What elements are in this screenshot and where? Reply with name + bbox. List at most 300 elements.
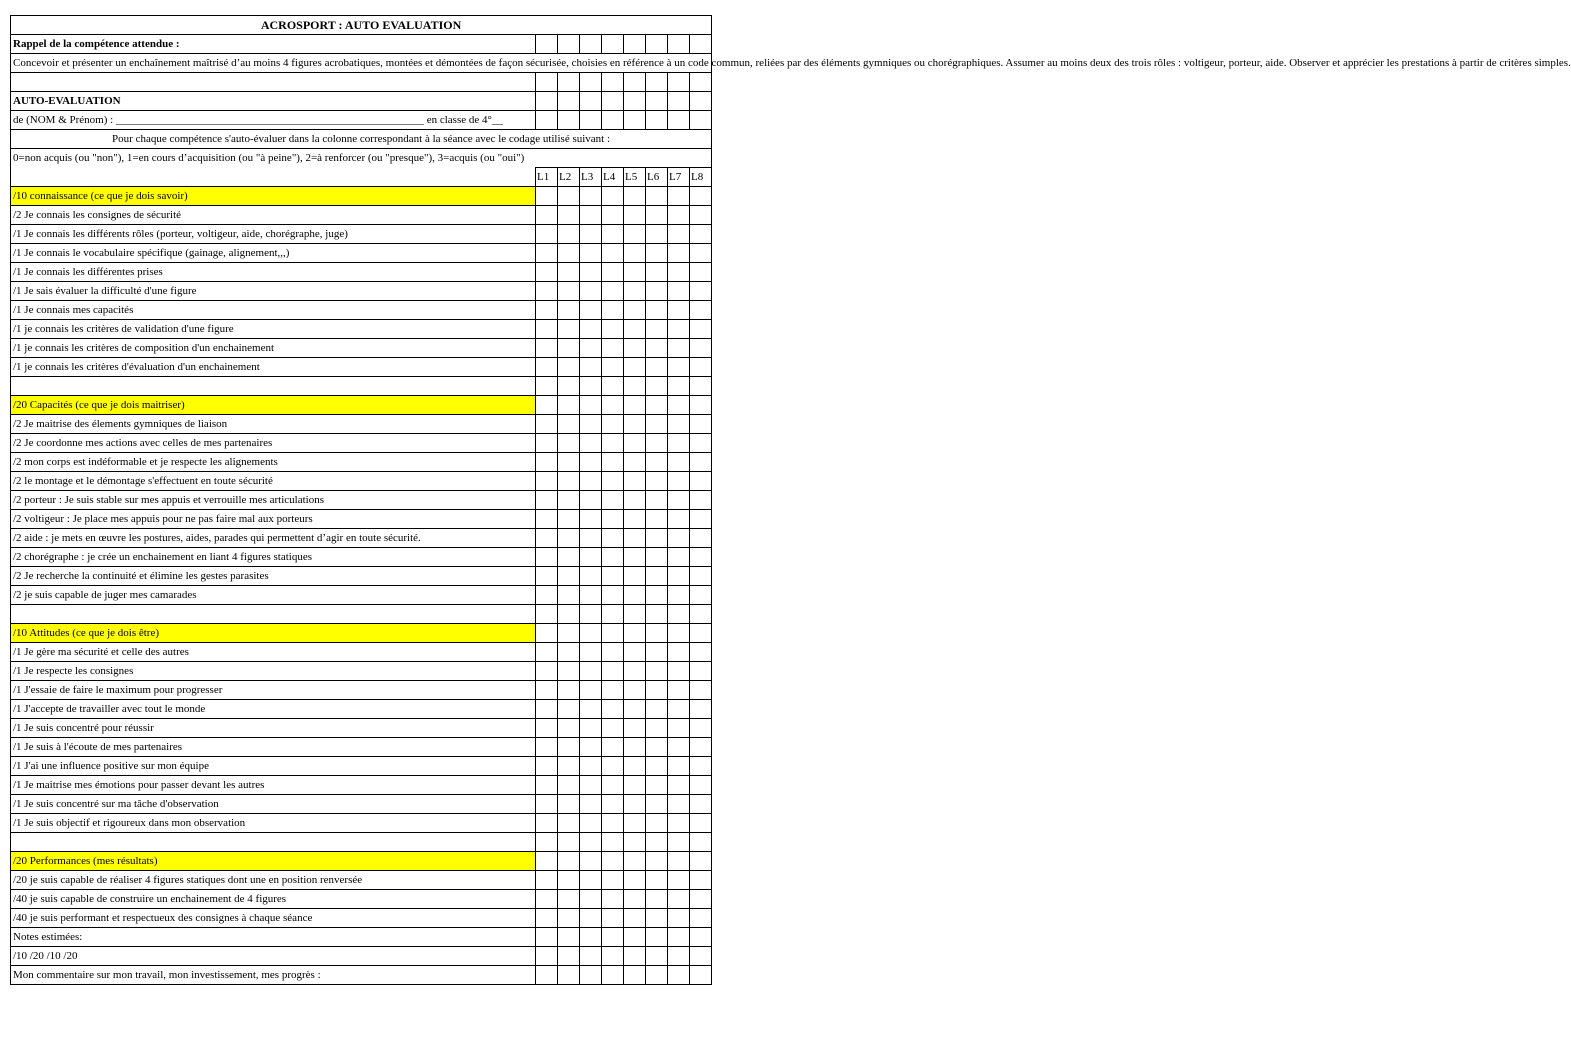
score-cell[interactable]	[558, 206, 580, 225]
score-cell[interactable]	[580, 871, 602, 890]
score-cell[interactable]	[602, 738, 624, 757]
score-cell[interactable]	[690, 320, 712, 339]
score-cell[interactable]	[690, 415, 712, 434]
score-cell[interactable]	[668, 643, 690, 662]
score-cell[interactable]	[558, 643, 580, 662]
score-cell[interactable]	[602, 966, 624, 985]
score-cell[interactable]	[646, 320, 668, 339]
score-cell[interactable]	[690, 282, 712, 301]
score-cell[interactable]	[646, 909, 668, 928]
score-cell[interactable]	[580, 415, 602, 434]
score-cell[interactable]	[580, 643, 602, 662]
score-cell[interactable]	[558, 890, 580, 909]
score-cell[interactable]	[602, 244, 624, 263]
score-cell[interactable]	[580, 662, 602, 681]
score-cell[interactable]	[580, 491, 602, 510]
score-cell[interactable]	[558, 757, 580, 776]
score-cell[interactable]	[646, 681, 668, 700]
score-cell[interactable]	[646, 415, 668, 434]
score-cell[interactable]	[536, 187, 558, 206]
score-cell[interactable]	[690, 434, 712, 453]
score-cell[interactable]	[668, 187, 690, 206]
score-cell[interactable]	[624, 282, 646, 301]
score-cell[interactable]	[580, 320, 602, 339]
score-cell[interactable]	[602, 890, 624, 909]
score-cell[interactable]	[602, 396, 624, 415]
score-cell[interactable]	[536, 833, 558, 852]
score-cell[interactable]	[580, 795, 602, 814]
score-cell[interactable]	[558, 510, 580, 529]
score-cell[interactable]	[624, 491, 646, 510]
score-cell[interactable]	[624, 529, 646, 548]
score-cell[interactable]	[580, 738, 602, 757]
score-cell[interactable]	[536, 206, 558, 225]
score-cell[interactable]	[668, 814, 690, 833]
score-cell[interactable]	[624, 928, 646, 947]
score-cell[interactable]	[624, 510, 646, 529]
score-cell[interactable]	[668, 510, 690, 529]
score-cell[interactable]	[536, 966, 558, 985]
score-cell[interactable]	[690, 301, 712, 320]
score-cell[interactable]	[668, 567, 690, 586]
score-cell[interactable]	[602, 301, 624, 320]
score-cell[interactable]	[646, 624, 668, 643]
score-cell[interactable]	[602, 339, 624, 358]
score-cell[interactable]	[668, 434, 690, 453]
score-cell[interactable]	[646, 567, 668, 586]
score-cell[interactable]	[602, 700, 624, 719]
score-cell[interactable]	[690, 529, 712, 548]
score-cell[interactable]	[624, 567, 646, 586]
score-cell[interactable]	[690, 225, 712, 244]
score-cell[interactable]	[668, 472, 690, 491]
score-cell[interactable]	[624, 909, 646, 928]
score-cell[interactable]	[668, 909, 690, 928]
score-cell[interactable]	[668, 795, 690, 814]
score-cell[interactable]	[580, 567, 602, 586]
score-cell[interactable]	[536, 491, 558, 510]
score-cell[interactable]	[668, 738, 690, 757]
score-cell[interactable]	[580, 624, 602, 643]
score-cell[interactable]	[536, 263, 558, 282]
score-cell[interactable]	[580, 605, 602, 624]
score-cell[interactable]	[580, 548, 602, 567]
score-cell[interactable]	[624, 396, 646, 415]
score-cell[interactable]	[536, 586, 558, 605]
score-cell[interactable]	[536, 909, 558, 928]
score-cell[interactable]	[624, 358, 646, 377]
score-cell[interactable]	[602, 928, 624, 947]
score-cell[interactable]	[646, 738, 668, 757]
score-cell[interactable]	[690, 244, 712, 263]
score-cell[interactable]	[624, 263, 646, 282]
score-cell[interactable]	[558, 301, 580, 320]
score-cell[interactable]	[536, 377, 558, 396]
score-cell[interactable]	[580, 339, 602, 358]
score-cell[interactable]	[668, 548, 690, 567]
score-cell[interactable]	[646, 263, 668, 282]
score-cell[interactable]	[558, 548, 580, 567]
score-cell[interactable]	[646, 358, 668, 377]
score-cell[interactable]	[558, 700, 580, 719]
score-cell[interactable]	[646, 510, 668, 529]
score-cell[interactable]	[536, 358, 558, 377]
score-cell[interactable]	[624, 776, 646, 795]
score-cell[interactable]	[668, 586, 690, 605]
score-cell[interactable]	[668, 947, 690, 966]
score-cell[interactable]	[690, 871, 712, 890]
score-cell[interactable]	[690, 776, 712, 795]
score-cell[interactable]	[624, 662, 646, 681]
score-cell[interactable]	[536, 681, 558, 700]
score-cell[interactable]	[536, 643, 558, 662]
score-cell[interactable]	[580, 263, 602, 282]
score-cell[interactable]	[646, 206, 668, 225]
score-cell[interactable]	[558, 358, 580, 377]
score-cell[interactable]	[558, 263, 580, 282]
score-cell[interactable]	[602, 681, 624, 700]
score-cell[interactable]	[646, 757, 668, 776]
score-cell[interactable]	[558, 852, 580, 871]
score-cell[interactable]	[536, 624, 558, 643]
score-cell[interactable]	[602, 472, 624, 491]
score-cell[interactable]	[690, 966, 712, 985]
score-cell[interactable]	[602, 320, 624, 339]
score-cell[interactable]	[690, 510, 712, 529]
score-cell[interactable]	[558, 966, 580, 985]
score-cell[interactable]	[602, 909, 624, 928]
score-cell[interactable]	[602, 624, 624, 643]
score-cell[interactable]	[624, 605, 646, 624]
score-cell[interactable]	[668, 358, 690, 377]
score-cell[interactable]	[668, 776, 690, 795]
score-cell[interactable]	[646, 890, 668, 909]
score-cell[interactable]	[646, 377, 668, 396]
score-cell[interactable]	[646, 339, 668, 358]
score-cell[interactable]	[536, 396, 558, 415]
score-cell[interactable]	[536, 662, 558, 681]
score-cell[interactable]	[624, 225, 646, 244]
score-cell[interactable]	[690, 643, 712, 662]
score-cell[interactable]	[602, 548, 624, 567]
score-cell[interactable]	[690, 814, 712, 833]
score-cell[interactable]	[580, 510, 602, 529]
score-cell[interactable]	[602, 510, 624, 529]
score-cell[interactable]	[690, 491, 712, 510]
score-cell[interactable]	[646, 225, 668, 244]
score-cell[interactable]	[646, 719, 668, 738]
score-cell[interactable]	[602, 795, 624, 814]
score-cell[interactable]	[558, 282, 580, 301]
score-cell[interactable]	[668, 890, 690, 909]
score-cell[interactable]	[690, 586, 712, 605]
score-cell[interactable]	[536, 453, 558, 472]
score-cell[interactable]	[536, 510, 558, 529]
score-cell[interactable]	[558, 681, 580, 700]
score-cell[interactable]	[536, 605, 558, 624]
score-cell[interactable]	[624, 415, 646, 434]
score-cell[interactable]	[580, 928, 602, 947]
score-cell[interactable]	[646, 529, 668, 548]
score-cell[interactable]	[690, 396, 712, 415]
score-cell[interactable]	[646, 244, 668, 263]
score-cell[interactable]	[668, 719, 690, 738]
score-cell[interactable]	[558, 244, 580, 263]
score-cell[interactable]	[690, 833, 712, 852]
score-cell[interactable]	[690, 909, 712, 928]
score-cell[interactable]	[536, 928, 558, 947]
score-cell[interactable]	[690, 567, 712, 586]
score-cell[interactable]	[690, 187, 712, 206]
score-cell[interactable]	[580, 890, 602, 909]
score-cell[interactable]	[536, 814, 558, 833]
score-cell[interactable]	[558, 909, 580, 928]
score-cell[interactable]	[646, 852, 668, 871]
score-cell[interactable]	[580, 244, 602, 263]
score-cell[interactable]	[646, 301, 668, 320]
score-cell[interactable]	[558, 320, 580, 339]
score-cell[interactable]	[602, 814, 624, 833]
score-cell[interactable]	[668, 377, 690, 396]
score-cell[interactable]	[624, 681, 646, 700]
score-cell[interactable]	[646, 966, 668, 985]
score-cell[interactable]	[602, 757, 624, 776]
score-cell[interactable]	[668, 415, 690, 434]
score-cell[interactable]	[602, 662, 624, 681]
score-cell[interactable]	[558, 795, 580, 814]
score-cell[interactable]	[624, 320, 646, 339]
score-cell[interactable]	[580, 377, 602, 396]
score-cell[interactable]	[580, 681, 602, 700]
score-cell[interactable]	[536, 738, 558, 757]
score-cell[interactable]	[580, 586, 602, 605]
score-cell[interactable]	[536, 757, 558, 776]
score-cell[interactable]	[580, 301, 602, 320]
score-cell[interactable]	[624, 206, 646, 225]
score-cell[interactable]	[580, 472, 602, 491]
score-cell[interactable]	[580, 776, 602, 795]
score-cell[interactable]	[624, 719, 646, 738]
score-cell[interactable]	[668, 453, 690, 472]
score-cell[interactable]	[690, 624, 712, 643]
score-cell[interactable]	[668, 282, 690, 301]
score-cell[interactable]	[624, 833, 646, 852]
score-cell[interactable]	[668, 301, 690, 320]
score-cell[interactable]	[624, 624, 646, 643]
score-cell[interactable]	[646, 814, 668, 833]
score-cell[interactable]	[536, 434, 558, 453]
score-cell[interactable]	[624, 814, 646, 833]
score-cell[interactable]	[646, 947, 668, 966]
score-cell[interactable]	[690, 548, 712, 567]
score-cell[interactable]	[602, 529, 624, 548]
score-cell[interactable]	[558, 738, 580, 757]
score-cell[interactable]	[624, 453, 646, 472]
score-cell[interactable]	[580, 700, 602, 719]
score-cell[interactable]	[536, 776, 558, 795]
score-cell[interactable]	[646, 871, 668, 890]
score-cell[interactable]	[690, 339, 712, 358]
score-cell[interactable]	[690, 928, 712, 947]
score-cell[interactable]	[558, 776, 580, 795]
score-cell[interactable]	[646, 586, 668, 605]
score-cell[interactable]	[558, 567, 580, 586]
score-cell[interactable]	[624, 339, 646, 358]
score-cell[interactable]	[624, 434, 646, 453]
score-cell[interactable]	[646, 605, 668, 624]
score-cell[interactable]	[536, 529, 558, 548]
score-cell[interactable]	[602, 852, 624, 871]
score-cell[interactable]	[646, 662, 668, 681]
score-cell[interactable]	[624, 757, 646, 776]
score-cell[interactable]	[536, 225, 558, 244]
score-cell[interactable]	[646, 548, 668, 567]
score-cell[interactable]	[558, 187, 580, 206]
score-cell[interactable]	[536, 852, 558, 871]
score-cell[interactable]	[668, 396, 690, 415]
score-cell[interactable]	[602, 434, 624, 453]
score-cell[interactable]	[690, 377, 712, 396]
score-cell[interactable]	[558, 434, 580, 453]
score-cell[interactable]	[580, 909, 602, 928]
score-cell[interactable]	[646, 434, 668, 453]
score-cell[interactable]	[580, 396, 602, 415]
score-cell[interactable]	[690, 453, 712, 472]
score-cell[interactable]	[668, 529, 690, 548]
score-cell[interactable]	[580, 453, 602, 472]
score-cell[interactable]	[558, 662, 580, 681]
score-cell[interactable]	[690, 852, 712, 871]
score-cell[interactable]	[668, 225, 690, 244]
score-cell[interactable]	[690, 700, 712, 719]
score-cell[interactable]	[580, 206, 602, 225]
score-cell[interactable]	[536, 472, 558, 491]
score-cell[interactable]	[690, 472, 712, 491]
score-cell[interactable]	[558, 491, 580, 510]
score-cell[interactable]	[536, 282, 558, 301]
score-cell[interactable]	[580, 757, 602, 776]
score-cell[interactable]	[646, 643, 668, 662]
score-cell[interactable]	[624, 548, 646, 567]
score-cell[interactable]	[646, 928, 668, 947]
score-cell[interactable]	[602, 187, 624, 206]
score-cell[interactable]	[668, 700, 690, 719]
score-cell[interactable]	[558, 225, 580, 244]
score-cell[interactable]	[690, 662, 712, 681]
score-cell[interactable]	[602, 415, 624, 434]
score-cell[interactable]	[624, 301, 646, 320]
score-cell[interactable]	[558, 377, 580, 396]
score-cell[interactable]	[536, 700, 558, 719]
score-cell[interactable]	[668, 605, 690, 624]
score-cell[interactable]	[558, 719, 580, 738]
score-cell[interactable]	[624, 890, 646, 909]
score-cell[interactable]	[558, 415, 580, 434]
score-cell[interactable]	[536, 415, 558, 434]
score-cell[interactable]	[536, 244, 558, 263]
score-cell[interactable]	[668, 491, 690, 510]
score-cell[interactable]	[624, 643, 646, 662]
score-cell[interactable]	[624, 586, 646, 605]
score-cell[interactable]	[668, 966, 690, 985]
score-cell[interactable]	[668, 206, 690, 225]
score-cell[interactable]	[536, 548, 558, 567]
score-cell[interactable]	[602, 776, 624, 795]
score-cell[interactable]	[690, 947, 712, 966]
score-cell[interactable]	[624, 187, 646, 206]
score-cell[interactable]	[646, 282, 668, 301]
score-cell[interactable]	[580, 719, 602, 738]
score-cell[interactable]	[536, 890, 558, 909]
score-cell[interactable]	[646, 700, 668, 719]
score-cell[interactable]	[624, 700, 646, 719]
score-cell[interactable]	[668, 852, 690, 871]
score-cell[interactable]	[536, 795, 558, 814]
score-cell[interactable]	[602, 453, 624, 472]
score-cell[interactable]	[580, 282, 602, 301]
score-cell[interactable]	[558, 472, 580, 491]
score-cell[interactable]	[580, 966, 602, 985]
score-cell[interactable]	[602, 643, 624, 662]
score-cell[interactable]	[536, 871, 558, 890]
score-cell[interactable]	[668, 662, 690, 681]
score-cell[interactable]	[646, 795, 668, 814]
score-cell[interactable]	[580, 225, 602, 244]
score-cell[interactable]	[646, 453, 668, 472]
score-cell[interactable]	[624, 795, 646, 814]
score-cell[interactable]	[690, 738, 712, 757]
score-cell[interactable]	[668, 833, 690, 852]
score-cell[interactable]	[580, 852, 602, 871]
score-cell[interactable]	[536, 947, 558, 966]
score-cell[interactable]	[558, 605, 580, 624]
score-cell[interactable]	[646, 491, 668, 510]
score-cell[interactable]	[558, 928, 580, 947]
score-cell[interactable]	[690, 795, 712, 814]
score-cell[interactable]	[690, 605, 712, 624]
score-cell[interactable]	[624, 472, 646, 491]
score-cell[interactable]	[558, 871, 580, 890]
score-cell[interactable]	[536, 719, 558, 738]
score-cell[interactable]	[668, 928, 690, 947]
score-cell[interactable]	[580, 434, 602, 453]
score-cell[interactable]	[580, 947, 602, 966]
score-cell[interactable]	[558, 529, 580, 548]
score-cell[interactable]	[602, 358, 624, 377]
score-cell[interactable]	[602, 833, 624, 852]
score-cell[interactable]	[602, 871, 624, 890]
score-cell[interactable]	[624, 871, 646, 890]
score-cell[interactable]	[646, 396, 668, 415]
score-cell[interactable]	[668, 263, 690, 282]
score-cell[interactable]	[558, 833, 580, 852]
score-cell[interactable]	[646, 776, 668, 795]
score-cell[interactable]	[536, 339, 558, 358]
score-cell[interactable]	[668, 339, 690, 358]
score-cell[interactable]	[624, 966, 646, 985]
score-cell[interactable]	[668, 757, 690, 776]
score-cell[interactable]	[690, 358, 712, 377]
score-cell[interactable]	[690, 206, 712, 225]
score-cell[interactable]	[624, 738, 646, 757]
score-cell[interactable]	[536, 567, 558, 586]
score-cell[interactable]	[580, 187, 602, 206]
score-cell[interactable]	[690, 890, 712, 909]
score-cell[interactable]	[558, 586, 580, 605]
score-cell[interactable]	[602, 719, 624, 738]
score-cell[interactable]	[602, 225, 624, 244]
score-cell[interactable]	[602, 263, 624, 282]
